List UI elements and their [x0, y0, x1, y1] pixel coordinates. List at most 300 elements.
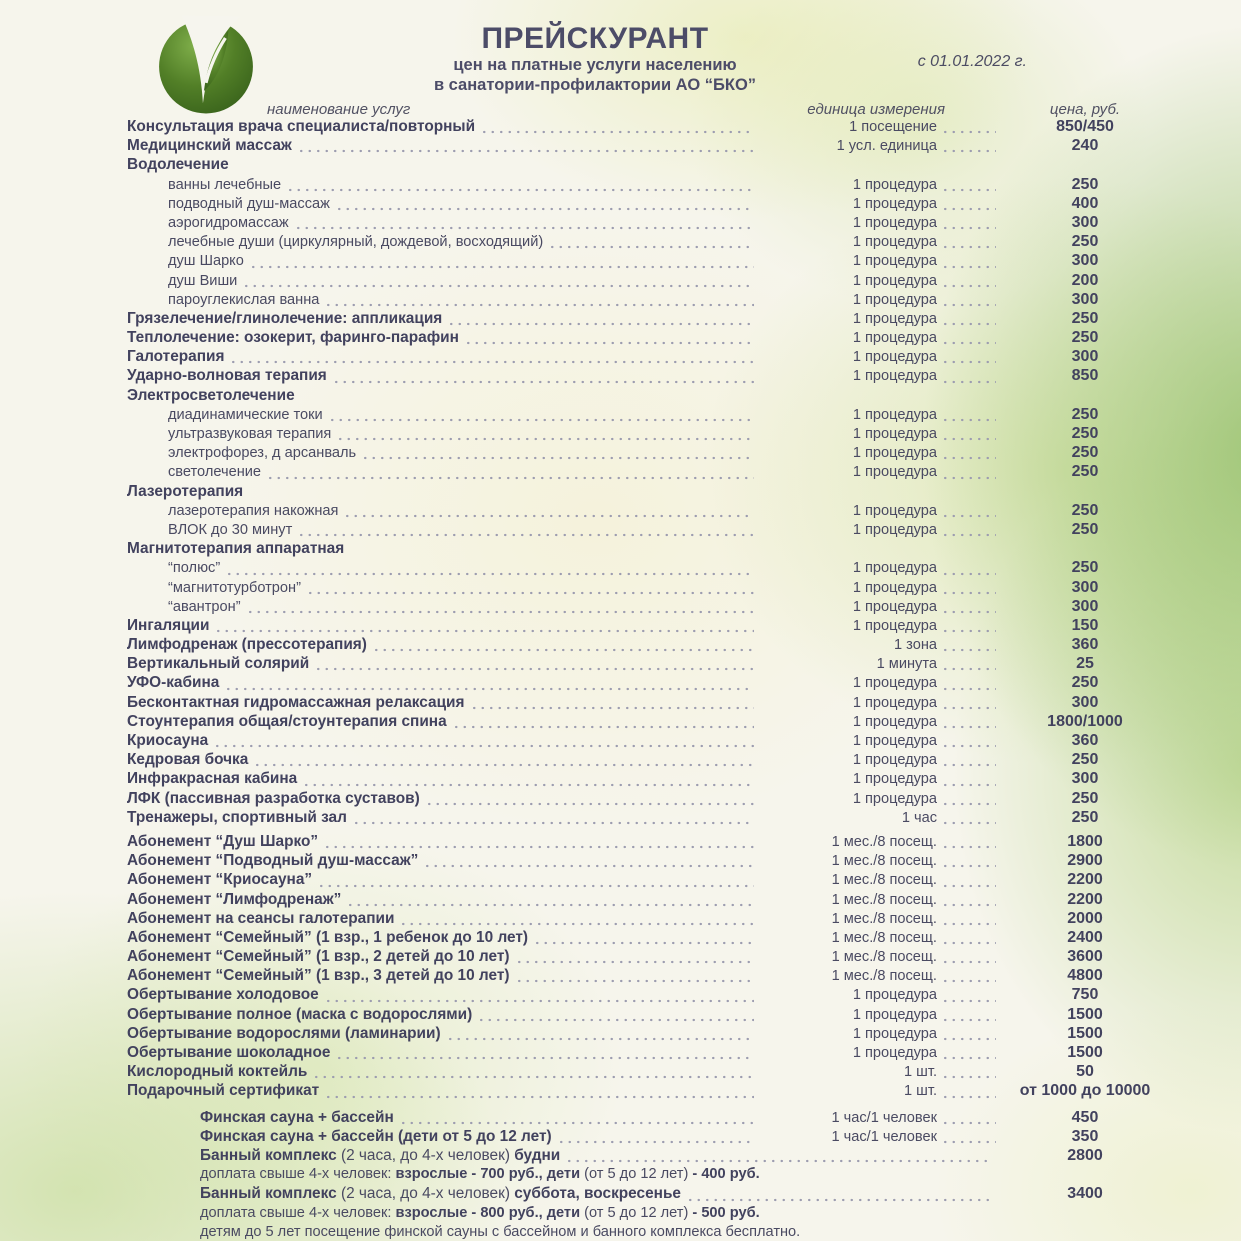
unit-cell: 1 процедура [852, 406, 937, 423]
dot-leader [941, 598, 996, 617]
price-cell: 250 [1071, 405, 1099, 423]
unit-cell: 1 процедура [852, 195, 937, 212]
dot-leader [941, 891, 996, 910]
service-name: светолечение [168, 464, 262, 481]
dot-leader [941, 272, 996, 291]
price-row [127, 559, 1170, 578]
unit-cell: 1 процедура [852, 752, 937, 769]
price-cell: 250 [1071, 463, 1099, 481]
price-row [127, 1044, 1170, 1063]
price-row [127, 713, 1170, 732]
service-name-regular-part: (от 5 до 12 лет) [584, 1166, 693, 1183]
service-name: Обертывание холодовое [127, 986, 319, 1004]
price-cell: 250 [1071, 808, 1099, 826]
dot-leader [343, 502, 754, 521]
unit-cell: 1 мес./8 посещ. [831, 891, 937, 908]
dot-leader [941, 579, 996, 598]
dot-leader [477, 1006, 754, 1025]
price-row [127, 463, 1170, 482]
dot-leader [332, 367, 754, 386]
price-cell: 2000 [1067, 909, 1103, 927]
service-name: Тренажеры, спортивный зал [127, 808, 347, 826]
dot-leader [214, 617, 754, 636]
dot-leader [941, 406, 996, 425]
dot-leader [452, 713, 754, 732]
note-row [127, 1205, 1170, 1224]
dot-leader [297, 521, 754, 540]
dot-leader [941, 118, 996, 137]
price-cell: 1800 [1067, 832, 1103, 850]
unit-cell: 1 процедура [852, 310, 937, 327]
dot-leader [941, 674, 996, 693]
unit-cell: 1 процедура [852, 253, 937, 270]
price-cell: 25 [1076, 655, 1094, 673]
dot-leader [941, 948, 996, 967]
price-cell: 3400 [1067, 1185, 1103, 1203]
price-row [127, 1185, 1170, 1204]
service-name: УФО-кабина [127, 674, 220, 692]
dot-leader [941, 713, 996, 732]
dot-leader [941, 929, 996, 948]
page-subtitle-1: цен на платные услуги населению [453, 56, 737, 74]
price-cell: 360 [1071, 732, 1099, 749]
dot-leader [464, 329, 754, 348]
price-row [127, 118, 1170, 137]
price-row [127, 967, 1170, 986]
masthead [127, 0, 1170, 97]
dot-leader [941, 195, 996, 214]
service-name: Вертикальный солярий [127, 655, 310, 673]
service-name: душ Виши [168, 272, 238, 289]
service-name: Финская сауна + бассейн [200, 1108, 394, 1126]
price-cell: 250 [1071, 233, 1099, 251]
service-name: Абонемент “Семейный” (1 взр., 3 детей до 10 лет) [127, 967, 510, 985]
dot-leader [447, 310, 754, 329]
dot-leader [425, 790, 754, 809]
service-name: Обертывание полное (маска с водорослями) [127, 1005, 473, 1023]
service-name: Подарочный сертификат [127, 1082, 320, 1100]
price-cell: 240 [1071, 137, 1099, 155]
service-name-bold-part: - 400 руб. [692, 1166, 760, 1183]
price-row [127, 406, 1170, 425]
price-row [127, 891, 1170, 910]
price-cell: 300 [1071, 693, 1099, 711]
price-row [127, 770, 1170, 789]
price-cell: 850 [1071, 367, 1099, 385]
dot-leader [941, 967, 996, 986]
unit-cell: 1 шт. [904, 1083, 937, 1100]
service-name: Абонемент “Лимфодренаж” [127, 890, 342, 908]
price-cell: 250 [1071, 674, 1099, 692]
unit-cell: 1 посещение [849, 119, 937, 135]
dot-leader [246, 598, 754, 617]
service-name-regular-part: (2 часа, до 4-х человек) [340, 1146, 515, 1164]
price-cell: 3600 [1067, 948, 1103, 966]
dot-leader [213, 732, 754, 751]
dot-leader [941, 833, 996, 852]
price-row [127, 310, 1170, 329]
unit-cell: 1 процедура [852, 368, 937, 385]
service-name [127, 1147, 560, 1165]
service-name: Электросветолечение [127, 386, 295, 404]
service-name: Бесконтактная гидромассажная релаксация [127, 693, 465, 711]
dot-leader [225, 559, 754, 578]
service-name-regular-part: доплата свыше 4-х человек: [200, 1204, 396, 1221]
title-block [380, 24, 810, 95]
dot-leader [941, 252, 996, 271]
dot-leader [941, 291, 996, 310]
column-header-unit: единица измерения [807, 101, 945, 118]
sauna-price-table [127, 1109, 1170, 1241]
unit-cell: 1 процедура [852, 176, 937, 193]
price-cell: 2400 [1067, 928, 1103, 946]
price-row [127, 617, 1170, 636]
dot-leader [314, 655, 754, 674]
unit-cell: 1 час/1 человек [831, 1109, 937, 1126]
service-name: Кислородный коктейль [127, 1063, 308, 1081]
service-name-bold-part: Банный комплекс [200, 1185, 341, 1203]
price-row [127, 367, 1170, 386]
price-row [127, 348, 1170, 367]
service-name: Водолечение [127, 156, 229, 174]
dot-leader [941, 1082, 996, 1101]
service-name: Финская сауна + бассейн (дети от 5 до 12 лет) [200, 1127, 552, 1145]
service-name: аэрогидромассаж [168, 214, 289, 231]
price-cell: 200 [1071, 271, 1099, 289]
dot-leader [941, 1025, 996, 1044]
price-cell: 400 [1071, 194, 1099, 212]
dot-leader [941, 463, 996, 482]
service-name: пароуглекислая ванна [168, 291, 320, 308]
unit-cell: 1 час/1 человек [831, 1128, 937, 1145]
dot-leader [361, 444, 754, 463]
note-row [127, 1224, 1170, 1241]
unit-cell: 1 процедура [852, 445, 937, 462]
price-cell: 1500 [1067, 1005, 1103, 1023]
dot-leader [470, 694, 754, 713]
price-row [127, 1025, 1170, 1044]
dot-leader [372, 636, 754, 655]
dot-leader [242, 272, 754, 291]
unit-cell: 1 процедура [852, 214, 937, 231]
price-cell: 300 [1071, 770, 1099, 788]
price-cell: 2200 [1067, 871, 1103, 889]
price-row [127, 521, 1170, 540]
column-header-price: цена, руб. [1049, 101, 1121, 118]
service-name: Обертывание водорослями (ламинарии) [127, 1024, 441, 1042]
service-name-regular-part: (2 часа, до 4-х человек) [340, 1185, 515, 1203]
price-row [127, 986, 1170, 1005]
dot-leader [941, 137, 996, 156]
service-name: Криосауна [127, 732, 209, 749]
dot-leader [324, 291, 754, 310]
dot-leader [941, 636, 996, 655]
service-name: Магнитотерапия аппаратная [127, 540, 345, 558]
price-cell: 1500 [1067, 1024, 1103, 1042]
service-name: “авантрон” [168, 598, 241, 615]
dot-leader [399, 1109, 754, 1128]
price-cell: 250 [1071, 789, 1099, 807]
price-row [127, 833, 1170, 852]
service-name [127, 1205, 760, 1221]
section-row [127, 540, 1170, 559]
column-headers [127, 97, 1170, 118]
dot-leader [941, 233, 996, 252]
price-cell: 1800/1000 [1047, 712, 1123, 730]
dot-leader [317, 871, 754, 890]
service-name: Абонемент “Семейный” (1 взр., 1 ребенок до 10 лет) [127, 928, 529, 946]
service-name: Грязелечение/глинолечение: аппликация [127, 309, 443, 327]
service-name: Консультация врача специалиста/повторный [127, 118, 476, 135]
section-row [127, 483, 1170, 502]
dot-leader [941, 1109, 996, 1128]
service-name: Ударно-волновая терапия [127, 367, 327, 385]
service-name: Стоунтерапия общая/стоунтерапия спина [127, 712, 447, 730]
unit-cell: 1 процедура [852, 1045, 937, 1061]
service-name: ЛФК (пассивная разработка суставов) [127, 789, 420, 807]
price-row [127, 852, 1170, 871]
price-table [127, 118, 1170, 1102]
unit-cell: 1 процедура [852, 234, 937, 251]
price-row [127, 871, 1170, 890]
price-row [127, 694, 1170, 713]
page-title: ПРЕЙСКУРАНТ [481, 22, 709, 55]
price-cell: 300 [1071, 290, 1099, 308]
dot-leader [352, 809, 754, 828]
page-subtitle-2: в санатории-профилактории АО “БКО” [433, 76, 757, 95]
dot-leader [941, 910, 996, 929]
price-cell: 360 [1071, 636, 1099, 654]
dot-leader [302, 770, 754, 789]
dot-leader [335, 195, 754, 214]
price-cell: 250 [1071, 751, 1099, 769]
unit-cell: 1 процедура [852, 272, 937, 289]
dot-leader [346, 891, 754, 910]
service-name: лазеротерапия накожная [168, 502, 339, 519]
price-cell: 250 [1071, 559, 1099, 577]
price-row [127, 1109, 1170, 1128]
dot-leader [941, 790, 996, 809]
dot-leader [941, 751, 996, 770]
unit-cell: 1 процедура [852, 1025, 937, 1042]
price-cell: 850/450 [1056, 118, 1114, 135]
unit-cell: 1 мес./8 посещ. [831, 872, 937, 889]
unit-cell: 1 процедура [852, 1006, 937, 1023]
service-name-regular-part: доплата свыше 4-х человек: [200, 1166, 396, 1183]
price-row [127, 1147, 1170, 1166]
dot-leader [941, 1044, 996, 1063]
dot-leader [323, 833, 754, 852]
price-cell: 2200 [1067, 890, 1103, 908]
price-cell: 2800 [1067, 1146, 1103, 1164]
unit-cell: 1 процедура [852, 617, 937, 634]
dot-leader [941, 214, 996, 233]
dot-leader [335, 1044, 754, 1063]
service-name: диадинамические токи [168, 406, 323, 423]
price-cell: 250 [1071, 425, 1099, 442]
price-row [127, 655, 1170, 674]
price-cell: 50 [1076, 1063, 1094, 1081]
price-row [127, 948, 1170, 967]
dot-leader [312, 1063, 754, 1082]
service-name: лечебные души (циркулярный, дождевой, восходящий) [168, 234, 544, 251]
price-row [127, 137, 1170, 156]
dot-leader [941, 425, 996, 444]
price-cell: 150 [1071, 616, 1099, 634]
service-name: душ Шарко [168, 253, 244, 270]
dot-leader [480, 118, 754, 137]
price-row [127, 579, 1170, 598]
service-name: Кедровая бочка [127, 751, 249, 769]
price-row [127, 929, 1170, 948]
price-row [127, 425, 1170, 444]
dot-leader [941, 1128, 996, 1147]
dot-leader [941, 559, 996, 578]
unit-cell: 1 минута [876, 656, 937, 673]
service-name: электрофорез, д арсанваль [168, 445, 357, 462]
dot-leader [297, 137, 754, 156]
unit-cell: 1 мес./8 посещ. [831, 853, 937, 870]
service-name-bold-part: Банный комплекс [200, 1146, 341, 1164]
service-name-bold-part: - 500 руб. [692, 1204, 760, 1221]
unit-cell: 1 процедура [852, 771, 937, 788]
service-name: Инфракрасная кабина [127, 770, 298, 788]
dot-leader [336, 425, 754, 444]
price-row [127, 636, 1170, 655]
unit-cell: 1 процедура [852, 330, 937, 347]
price-cell: 250 [1071, 444, 1099, 462]
service-name: Абонемент “Душ Шарко” [127, 832, 319, 850]
unit-cell: 1 усл. единица [836, 138, 937, 155]
price-list-content [127, 0, 1170, 1241]
dot-leader [941, 732, 996, 751]
unit-cell: 1 процедура [852, 291, 937, 308]
service-name: Абонемент “Семейный” (1 взр., 2 детей до 10 лет) [127, 948, 510, 966]
service-name-bold-part: взрослые - 700 руб., дети [395, 1166, 585, 1183]
dot-leader [941, 770, 996, 789]
dot-leader [557, 1128, 754, 1147]
price-row [127, 195, 1170, 214]
dot-leader [941, 521, 996, 540]
price-cell: 4800 [1067, 967, 1103, 985]
dot-leader [324, 986, 754, 1005]
unit-cell: 1 мес./8 посещ. [831, 968, 937, 985]
price-cell: 300 [1071, 578, 1099, 596]
dot-leader [941, 986, 996, 1005]
dot-leader [941, 871, 996, 890]
unit-cell: 1 процедура [852, 694, 937, 711]
dot-leader [941, 617, 996, 636]
price-row [127, 176, 1170, 195]
price-cell: 350 [1071, 1127, 1099, 1145]
price-row [127, 751, 1170, 770]
service-name: Лазеротерапия [127, 482, 244, 500]
service-name-bold-part: будни [514, 1146, 561, 1164]
price-cell: 300 [1071, 252, 1099, 270]
dot-leader [941, 444, 996, 463]
unit-cell: 1 мес./8 посещ. [831, 949, 937, 966]
note-row [127, 1166, 1170, 1185]
dot-leader [941, 809, 996, 828]
unit-cell: 1 процедура [852, 579, 937, 596]
service-name: Медицинский массаж [127, 137, 292, 155]
service-name: Абонемент “Криосауна” [127, 871, 313, 889]
dot-leader [941, 852, 996, 871]
dot-leader [294, 214, 754, 233]
unit-cell: 1 процедура [852, 521, 937, 538]
unit-cell: 1 процедура [852, 790, 937, 807]
dot-leader [941, 329, 996, 348]
price-cell: 250 [1071, 309, 1099, 327]
price-row [127, 502, 1170, 521]
price-cell: 450 [1071, 1108, 1099, 1126]
dot-leader [565, 1147, 992, 1166]
price-cell: 300 [1071, 348, 1099, 366]
service-name: “магнитотурботрон” [168, 579, 301, 596]
service-name: Абонемент “Подводный душ-массаж” [127, 852, 419, 870]
dot-leader [515, 967, 754, 986]
leaf-logo-icon [155, 13, 257, 116]
dot-leader [941, 694, 996, 713]
dot-leader [224, 674, 754, 693]
price-row [127, 1082, 1170, 1101]
unit-cell: 1 процедура [852, 426, 937, 442]
price-row [127, 291, 1170, 310]
dot-leader [266, 463, 754, 482]
section-row [127, 387, 1170, 406]
dot-leader [446, 1025, 754, 1044]
unit-cell: 1 процедура [852, 598, 937, 615]
service-name: Обертывание шоколадное [127, 1044, 331, 1061]
unit-cell: 1 процедура [852, 560, 937, 577]
dot-leader [533, 929, 754, 948]
service-name: “полюс” [168, 560, 221, 577]
dot-leader [941, 310, 996, 329]
unit-cell: 1 процедура [852, 987, 937, 1004]
price-cell: 250 [1071, 175, 1099, 193]
service-name-regular-part: (от 5 до 12 лет) [584, 1204, 693, 1221]
dot-leader [229, 348, 754, 367]
dot-leader [941, 367, 996, 386]
unit-cell: 1 процедура [852, 733, 937, 749]
service-name: ванны лечебные [168, 176, 282, 193]
price-row [127, 444, 1170, 463]
dot-leader [399, 910, 754, 929]
price-row [127, 598, 1170, 617]
unit-cell: 1 шт. [904, 1064, 937, 1081]
price-cell: 250 [1071, 520, 1099, 538]
unit-cell: 1 час [901, 809, 937, 826]
service-name: ВЛОК до 30 минут [168, 521, 293, 538]
section-row [127, 156, 1170, 175]
dot-leader [306, 579, 754, 598]
service-name: ультразвуковая терапия [168, 426, 332, 442]
dot-leader [941, 348, 996, 367]
price-row [127, 233, 1170, 252]
service-name: Галотерапия [127, 348, 225, 366]
price-row [127, 272, 1170, 291]
unit-cell: 1 процедура [852, 464, 937, 481]
price-cell: 250 [1071, 501, 1099, 519]
dot-leader [249, 252, 754, 271]
service-name-regular-part: детям до 5 лет посещение финской сауны с бассейном и банного комплекса бесплатно. [200, 1223, 801, 1240]
column-header-name: наименование услуг [267, 101, 411, 118]
service-name: подводный душ-массаж [168, 195, 330, 212]
dot-leader [324, 1082, 754, 1101]
dot-leader [423, 852, 754, 871]
dot-leader [686, 1185, 992, 1204]
service-name-bold-part: взрослые - 800 руб., дети [395, 1204, 585, 1221]
